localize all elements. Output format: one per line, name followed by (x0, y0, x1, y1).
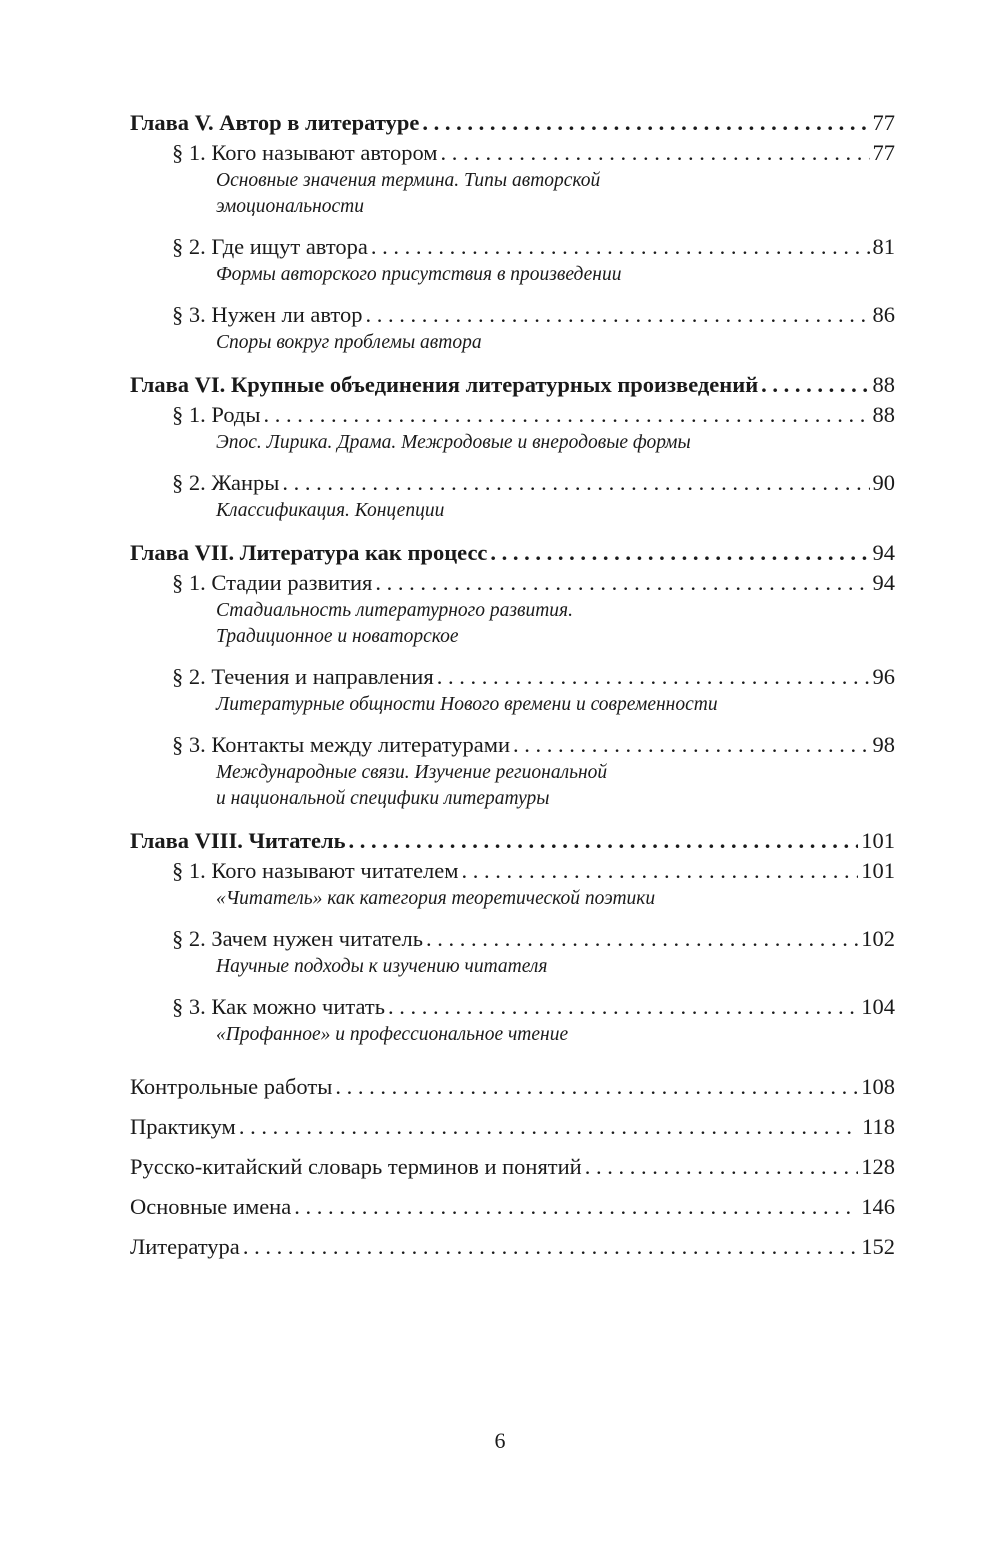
page-ref: 81 (872, 234, 895, 259)
section-description: Стадиальность литературного развития. (216, 600, 573, 621)
section-entry[interactable] (130, 232, 895, 262)
page-ref: 118 (862, 1114, 895, 1139)
section-description: эмоциональности (216, 196, 365, 217)
section-entry[interactable] (130, 468, 895, 498)
section-description: Международные связи. Изучение региональной (216, 762, 608, 783)
page-ref: 96 (872, 664, 895, 689)
chapter-entry[interactable] (130, 826, 895, 856)
section-entry[interactable] (130, 662, 895, 692)
page-ref: 94 (872, 570, 895, 595)
page-ref: 88 (872, 372, 895, 397)
dot-leader (426, 924, 858, 954)
dot-leader (282, 468, 869, 498)
page-ref: 101 (861, 858, 895, 883)
page-ref: 146 (861, 1194, 895, 1219)
dot-leader (239, 1112, 859, 1142)
section-title: § 2. Зачем нужен читатель (172, 926, 423, 951)
section-title: § 1. Роды (172, 402, 261, 427)
chapter-title: Глава VI. Крупные объединения литературных произведений (130, 372, 759, 397)
dot-leader (375, 568, 869, 598)
chapter-title: Глава VIII. Читатель (130, 828, 346, 853)
dot-leader (365, 300, 869, 330)
page-ref: 77 (872, 140, 895, 165)
dot-leader (437, 662, 870, 692)
page-ref: 108 (861, 1074, 895, 1099)
section-title: § 1. Кого называют автором (172, 140, 438, 165)
section-title: § 1. Стадии развития (172, 570, 373, 595)
section-title: § 3. Контакты между литературами (172, 732, 510, 757)
page-ref: 86 (872, 302, 895, 327)
section-entry[interactable] (130, 992, 895, 1022)
dot-leader (388, 992, 858, 1022)
dot-leader (348, 826, 858, 856)
page-ref: 101 (861, 828, 895, 853)
section-description: и национальной специфики литературы (216, 788, 550, 809)
dot-leader (513, 730, 870, 760)
section-entry[interactable] (130, 568, 895, 598)
chapter-entry[interactable] (130, 538, 895, 568)
back-matter-entry[interactable] (130, 1192, 895, 1222)
section-entry[interactable] (130, 400, 895, 430)
section-entry[interactable] (130, 138, 895, 168)
chapter-title: Глава VII. Литература как процесс (130, 540, 488, 565)
page-ref: 90 (872, 470, 895, 495)
page-ref: 152 (861, 1234, 895, 1259)
back-matter-entry[interactable] (130, 1232, 895, 1262)
section-entry[interactable] (130, 730, 895, 760)
dot-leader (422, 108, 869, 138)
chapter-entry[interactable] (130, 370, 895, 400)
entry-title: Литература (130, 1234, 240, 1259)
section-title: § 2. Где ищут автора (172, 234, 368, 259)
section-title: § 2. Жанры (172, 470, 280, 495)
page-ref: 94 (872, 540, 895, 565)
dot-leader (371, 232, 870, 262)
section-title: § 2. Течения и направления (172, 664, 434, 689)
page-ref: 77 (872, 110, 895, 135)
section-title: § 3. Нужен ли автор (172, 302, 363, 327)
page-ref: 102 (861, 926, 895, 951)
page-ref: 88 (872, 402, 895, 427)
section-description: Формы авторского присутствия в произведении (216, 264, 622, 285)
entry-title: Основные имена (130, 1194, 292, 1219)
back-matter-entry[interactable] (130, 1112, 895, 1142)
section-entry[interactable] (130, 856, 895, 886)
page-ref: 128 (861, 1154, 895, 1179)
page-ref: 104 (861, 994, 895, 1019)
section-description: Эпос. Лирика. Драма. Межродовые и внеродовые формы (216, 432, 691, 453)
back-matter-entry[interactable] (130, 1152, 895, 1182)
page-number: 6 (494, 1428, 506, 1453)
section-entry[interactable] (130, 924, 895, 954)
section-description: Основные значения термина. Типы авторской (216, 170, 601, 191)
back-matter-entry[interactable] (130, 1072, 895, 1102)
dot-leader (441, 138, 870, 168)
section-description: Споры вокруг проблемы автора (216, 332, 482, 353)
section-description: «Профанное» и профессиональное чтение (216, 1024, 569, 1045)
page-ref: 98 (872, 732, 895, 757)
table-of-contents (130, 108, 895, 1262)
chapter-title: Глава V. Автор в литературе (130, 110, 420, 135)
section-title: § 1. Кого называют читателем (172, 858, 459, 883)
dot-leader (294, 1192, 858, 1222)
dot-leader (335, 1072, 858, 1102)
section-title: § 3. Как можно читать (172, 994, 385, 1019)
section-description: Научные подходы к изучению читателя (216, 956, 548, 977)
chapter-entry[interactable] (130, 108, 895, 138)
section-entry[interactable] (130, 300, 895, 330)
dot-leader (585, 1152, 859, 1182)
section-description: «Читатель» как категория теоретической поэтики (216, 888, 656, 909)
section-description: Литературные общности Нового времени и современности (216, 694, 718, 715)
dot-leader (490, 538, 869, 568)
entry-title: Русско-китайский словарь терминов и понятий (130, 1154, 582, 1179)
dot-leader (761, 370, 869, 400)
entry-title: Контрольные работы (130, 1074, 333, 1099)
dot-leader (243, 1232, 858, 1262)
dot-leader (462, 856, 859, 886)
section-description: Классификация. Концепции (216, 500, 445, 521)
dot-leader (264, 400, 870, 430)
section-description: Традиционное и новаторское (216, 626, 459, 647)
entry-title: Практикум (130, 1114, 236, 1139)
